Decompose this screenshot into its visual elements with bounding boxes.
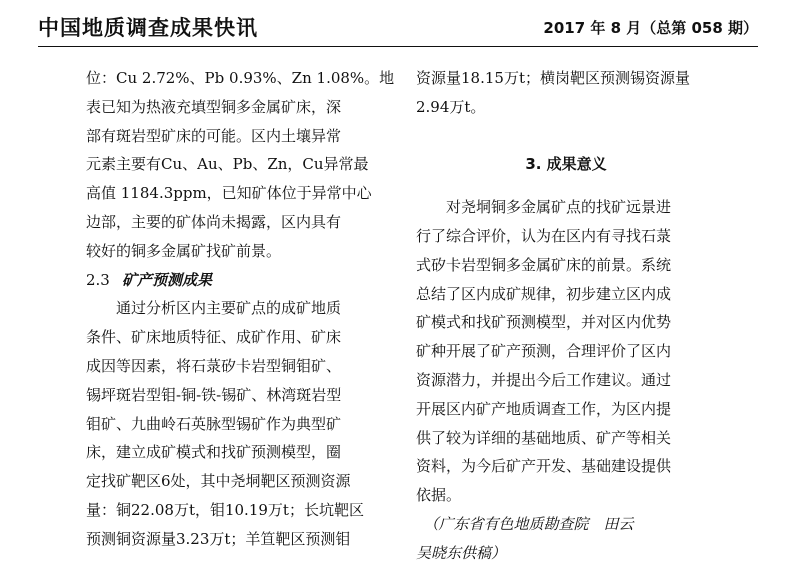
subsection-title: 矿产预测成果 [122,270,213,289]
text-line: 锡坪斑岩型钼-铜-铁-锡矿、林湾斑岩型 [86,385,342,404]
text-line: 边部，主要的矿体尚未揭露，区内具有 [86,212,342,231]
text-line: 开展区内矿产地质调查工作，为区内提 [416,399,672,418]
text-line: 对尧垌铜多金属矿点的找矿远景进 [416,198,672,217]
text-line: 预测铜资源量3.23万t；羊笪靶区预测钼 [86,529,351,548]
author-credit: （广东省有色地质勘查院 田云 [416,514,634,533]
text-line: 行了综合评价，认为在区内有寻找石菉 [416,226,672,245]
text-line: 床，建立成矿模式和找矿预测模型，圈 [86,443,342,462]
text-line: 钼矿、九曲岭石英脉型锡矿作为典型矿 [86,414,342,433]
subsection-heading [86,266,386,295]
author-credit: 吴晓东供稿） [416,543,507,562]
journal-title: 中国地质调查成果快讯 [38,15,258,40]
left-column [86,64,395,554]
spacer [416,122,716,151]
page-header [0,0,798,48]
spacer [416,179,716,193]
text-line: 较好的铜多金属矿找矿前景。 [86,241,282,260]
issue-info: 2017 年 8 月（总第 058 期） [543,19,758,37]
text-line: 元素主要有Cu、Au、Pb、Zn，Cu异常最 [86,155,369,174]
subsection-number: 2.3 [86,270,110,289]
text-line: 依据。 [416,486,462,505]
text-line: 表已知为热液充填型铜多金属矿床，深 [86,97,342,116]
text-line: 条件、矿床地质特征、成矿作用、矿床 [86,328,342,347]
text-line: 资料，为今后矿产开发、基础建设提供 [416,457,672,476]
text-line: 2.94万t。 [416,97,486,116]
text-line: 高值 1184.3ppm，已知矿体位于异常中心 [86,184,372,203]
text-line: 矿种开展了矿产预测，合理评价了区内 [416,342,672,361]
text-line: 量：铜22.08万t，钼10.19万t；长坑靶区 [86,500,364,519]
text-line: 供了较为详细的基础地质、矿产等相关 [416,428,672,447]
section-heading: 3. 成果意义 [525,155,607,174]
right-column [416,64,716,568]
text-line: 定找矿靶区6处，其中尧垌靶区预测资源 [86,472,351,491]
text-line: 成因等因素，将石菉矽卡岩型铜钼矿、 [86,356,342,375]
text-line: 通过分析区内主要矿点的成矿地质 [86,299,342,318]
text-line: 位：Cu 2.72%、Pb 0.93%、Zn 1.08%。地 [86,69,395,87]
text-line: 部有斑岩型矿床的可能。区内土壤异常 [86,126,342,145]
text-line: 矿模式和找矿预测模型，并对区内优势 [416,313,672,332]
header-divider [38,46,758,47]
text-line: 总结了区内成矿规律，初步建立区内成 [416,284,672,303]
text-line: 式矽卡岩型铜多金属矿床的前景。系统 [416,255,672,274]
text-line: 资源量18.15万t；横岗靶区预测锡资源量 [416,69,690,87]
text-line: 资源潜力，并提出今后工作建议。通过 [416,370,672,389]
